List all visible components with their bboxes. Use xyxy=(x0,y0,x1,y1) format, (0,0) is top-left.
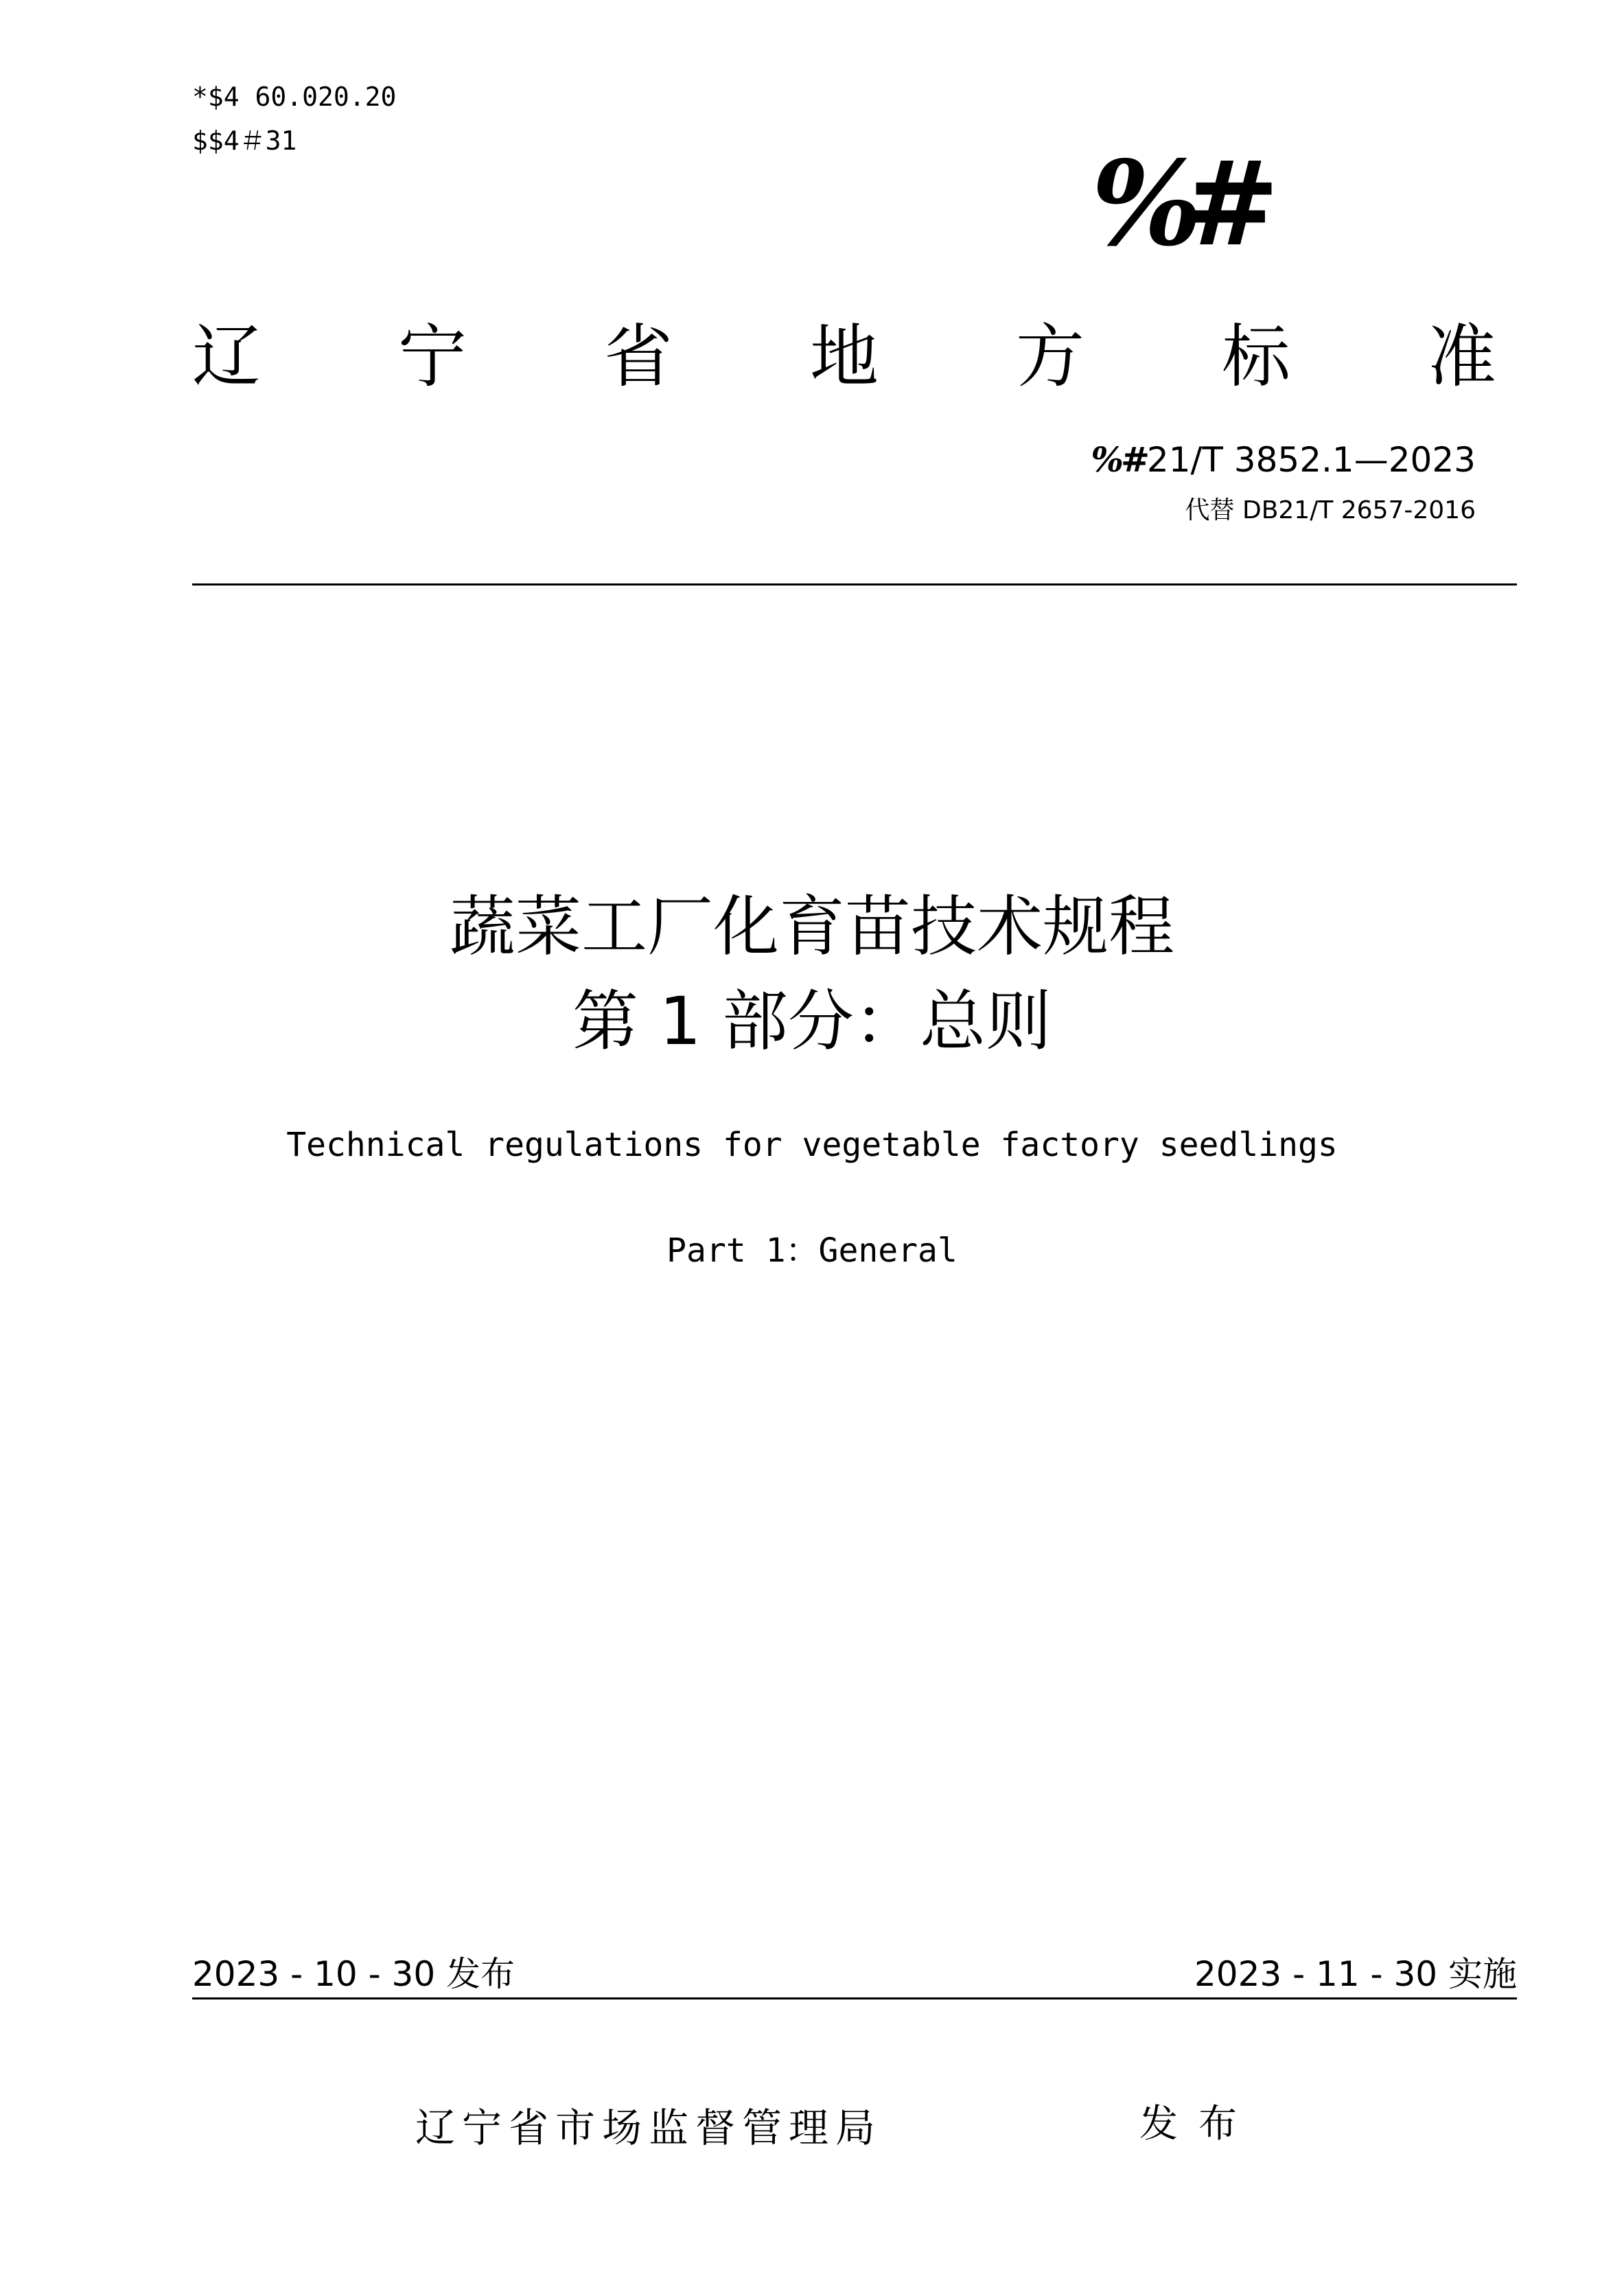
standard-type-char: 辽 xyxy=(192,316,261,397)
standard-number xyxy=(1091,439,1476,480)
standard-type-char: 方 xyxy=(1016,316,1084,397)
standard-type-char: 省 xyxy=(604,316,673,397)
replaces-standard: 代替 DB21/T 2657-2016 xyxy=(1185,496,1476,524)
implementation-date: 2023 - 11 - 30 实施 xyxy=(1194,1954,1517,1994)
title-english-line-2: Part 1：General xyxy=(666,1231,958,1270)
standard-type-char: 宁 xyxy=(398,316,467,397)
standard-number-prefix: %# xyxy=(1091,439,1147,480)
title-english-line-1: Technical regulations for vegetable factory seedlings xyxy=(286,1126,1338,1164)
standard-type-char: 地 xyxy=(810,316,879,397)
issue-label: 发布 xyxy=(1139,2102,1257,2146)
issuing-authority: 辽宁省市场监督管理局 xyxy=(415,2104,883,2151)
footer-divider xyxy=(192,1997,1517,1999)
title-chinese-line-2: 第 1 部分：总则 xyxy=(572,983,1052,1060)
standard-type-char: 标 xyxy=(1222,316,1290,397)
issue-date: 2023 - 10 - 30 发布 xyxy=(192,1954,515,1994)
standard-type-heading xyxy=(192,316,1496,398)
header-divider xyxy=(192,583,1517,585)
standard-type-char: 准 xyxy=(1428,316,1496,397)
standard-number-value: 21/T 3852.1—2023 xyxy=(1146,440,1476,480)
db-logo: %# xyxy=(1091,135,1259,272)
ics-code: *$4 60.020.20 xyxy=(192,82,397,112)
title-chinese-line-1: 蔬菜工厂化育苗技术规程 xyxy=(450,888,1174,965)
ccs-code: $$4＃31 xyxy=(192,126,297,156)
